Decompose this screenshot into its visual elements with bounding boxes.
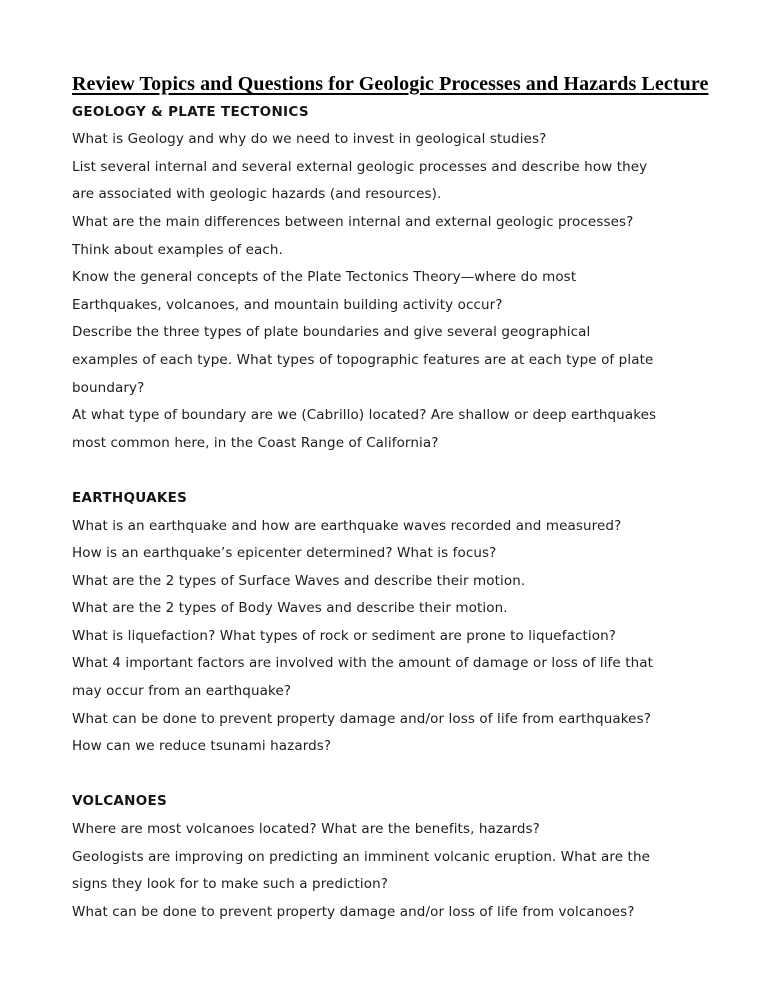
text-line: most common here, in the Coast Range of California?	[72, 434, 439, 451]
text-line: What are the 2 types of Body Waves and describe their motion.	[72, 600, 508, 617]
section-earthquakes	[72, 485, 730, 761]
document-body	[72, 99, 730, 927]
text-line: Know the general concepts of the Plate Tectonics Theory—where do most	[72, 269, 577, 286]
text-line: Describe the three types of plate boundaries and give several geographical	[72, 324, 591, 341]
text-line: How is an earthquake’s epicenter determined? What is focus?	[72, 545, 497, 562]
text-line: What is an earthquake and how are earthquake waves recorded and measured?	[72, 517, 622, 534]
section-heading: EARTHQUAKES	[72, 489, 188, 506]
text-line: Geologists are improving on predicting an imminent volcanic eruption. What are the	[72, 848, 651, 865]
text-line: Think about examples of each.	[72, 241, 283, 258]
text-line: What are the 2 types of Surface Waves and describe their motion.	[72, 572, 526, 589]
text-line: are associated with geologic hazards (and resources).	[72, 186, 442, 203]
text-line: What can be done to prevent property damage and/or loss of life from volcanoes?	[72, 903, 635, 920]
text-line: boundary?	[72, 379, 145, 396]
text-line: What are the main differences between internal and external geologic processes?	[72, 213, 634, 230]
text-line: signs they look for to make such a prediction?	[72, 876, 389, 893]
section-heading: GEOLOGY & PLATE TECTONICS	[72, 103, 309, 120]
text-line: What can be done to prevent property damage and/or loss of life from earthquakes?	[72, 710, 651, 727]
text-line: At what type of boundary are we (Cabrillo) located? Are shallow or deep earthquakes	[72, 407, 657, 424]
text-line: What 4 important factors are involved with the amount of damage or loss of life that	[72, 655, 654, 672]
text-line: examples of each type. What types of topographic features are at each type of plate	[72, 351, 654, 368]
section-heading: VOLCANOES	[72, 793, 168, 810]
text-line: may occur from an earthquake?	[72, 683, 292, 700]
section-volcanoes	[72, 788, 730, 926]
page-title: Review Topics and Questions for Geologic Processes and Hazards Lecture	[72, 73, 709, 95]
text-line: List several internal and several external geologic processes and describe how they	[72, 158, 648, 175]
text-line: Earthquakes, volcanoes, and mountain building activity occur?	[72, 296, 503, 313]
text-line: How can we reduce tsunami hazards?	[72, 738, 332, 755]
text-line: What is liquefaction? What types of rock or sediment are prone to liquefaction?	[72, 627, 616, 644]
section-geology-plate-tectonics	[72, 99, 730, 458]
text-line: What is Geology and why do we need to invest in geological studies?	[72, 131, 547, 148]
text-line: Where are most volcanoes located? What are the benefits, hazards?	[72, 821, 540, 838]
